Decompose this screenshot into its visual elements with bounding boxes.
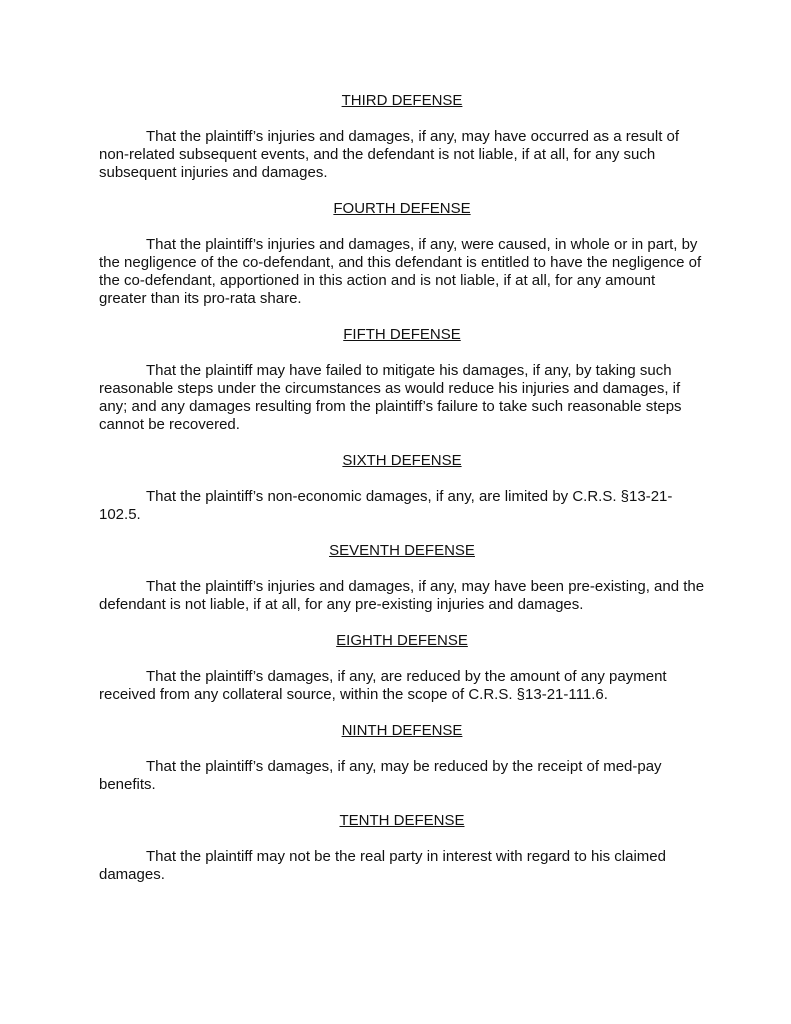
section-paragraph: That the plaintiff’s damages, if any, are reduced by the amount of any payment received from any collateral source, within the scope of C.R.S. §13-21-111.6. xyxy=(99,668,667,703)
section-paragraph: That the plaintiff’s injuries and damages, if any, may have been pre-existing, and the defendant is not liable, if at all, for any pre-existing injuries and damages. xyxy=(99,578,705,613)
section-paragraph: That the plaintiff’s non-economic damages, if any, are limited by C.R.S. §13-21-102.5. xyxy=(99,488,673,523)
fourth-defense-section xyxy=(99,200,705,308)
section-heading: EIGHTH DEFENSE xyxy=(336,632,468,649)
third-defense-section xyxy=(99,92,705,182)
section-paragraph: That the plaintiff’s injuries and damages, if any, may have occurred as a result of non-related subsequent events, and the defendant is not liable, if at all, for any such subsequent injuries and damages. xyxy=(99,128,680,181)
section-paragraph: That the plaintiff’s injuries and damages, if any, were caused, in whole or in part, by the negligence of the co-defendant, and this defendant is entitled to have the negligence of the co-defendant, apportioned in this action and is not liable, if at all, for any amount greater than its pro-rata share. xyxy=(99,236,702,307)
section-heading: FIFTH DEFENSE xyxy=(343,326,461,343)
section-heading: SEVENTH DEFENSE xyxy=(329,542,475,559)
section-heading: FOURTH DEFENSE xyxy=(333,200,471,217)
section-paragraph: That the plaintiff’s damages, if any, may be reduced by the receipt of med-pay benefits. xyxy=(99,758,662,793)
fifth-defense-section xyxy=(99,326,705,434)
section-heading: NINTH DEFENSE xyxy=(341,722,463,739)
sixth-defense-section xyxy=(99,452,705,524)
section-paragraph: That the plaintiff may have failed to mitigate his damages, if any, by taking such reasonable steps under the circumstances as would reduce his injuries and damages, if any; and any damages resulting from the plaintiff’s failure to take such reasonable steps cannot be recovered. xyxy=(99,362,682,433)
section-heading: SIXTH DEFENSE xyxy=(342,452,462,469)
seventh-defense-section xyxy=(99,542,705,614)
section-paragraph: That the plaintiff may not be the real party in interest with regard to his claimed damages. xyxy=(99,848,666,883)
eighth-defense-section xyxy=(99,632,705,704)
ninth-defense-section xyxy=(99,722,705,794)
tenth-defense-section xyxy=(99,812,705,884)
section-heading: THIRD DEFENSE xyxy=(341,92,463,109)
section-heading: TENTH DEFENSE xyxy=(339,812,465,829)
document-page xyxy=(99,92,705,902)
